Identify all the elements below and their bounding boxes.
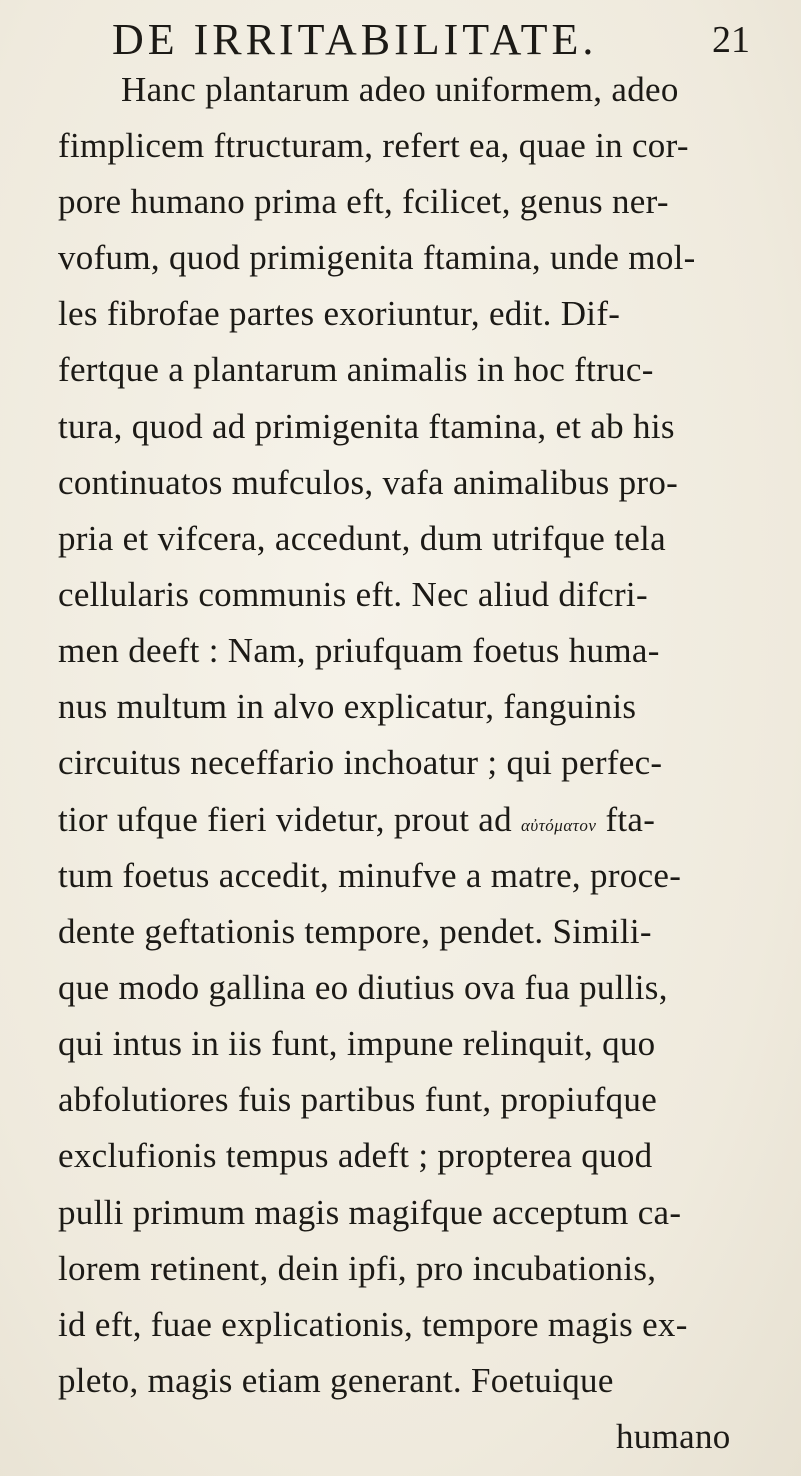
page-number: 21 — [712, 19, 750, 61]
text-line: men deeft : Nam, priufquam foetus huma- — [58, 631, 660, 670]
text-line: circuitus neceffario inchoatur ; qui perfec- — [58, 743, 663, 782]
text-line: Hanc plantarum adeo uniformem, adeo — [121, 70, 679, 109]
text-line: continuatos mufculos, vafa animalibus pro- — [58, 463, 679, 502]
text-line: pleto, magis etiam generant. Foetuique — [58, 1361, 614, 1400]
text-line: lorem retinent, dein ipfi, pro incubationis, — [58, 1249, 657, 1288]
text-line: fertque a plantarum animalis in hoc ftruc- — [58, 350, 654, 389]
text-line: id eft, fuae explicationis, tempore magis ex- — [58, 1305, 688, 1344]
text-segment: fta- — [596, 800, 656, 839]
text-line: pulli primum magis magifque acceptum ca- — [58, 1193, 682, 1232]
text-line: pria et vifcera, accedunt, dum utrifque tela — [58, 519, 666, 558]
text-line — [58, 800, 655, 840]
text-segment: tior ufque fieri videtur, prout ad — [58, 800, 521, 839]
text-line: fimplicem ftructuram, refert ea, quae in cor- — [58, 126, 689, 165]
text-line: dente geftationis tempore, pendet. Simili- — [58, 912, 652, 951]
text-line: qui intus in iis funt, impune relinquit, quo — [58, 1024, 656, 1063]
text-line: tura, quod ad primigenita ftamina, et ab his — [58, 407, 675, 446]
text-line: que modo gallina eo diutius ova fua pullis, — [58, 968, 668, 1007]
catchword: humano — [616, 1417, 731, 1456]
text-line: abfolutiores fuis partibus funt, propiufque — [58, 1080, 658, 1119]
text-line: pore humano prima eft, fcilicet, genus ner- — [58, 182, 669, 221]
greek-word: αὐτόματον — [521, 816, 597, 835]
text-line: nus multum in alvo explicatur, fanguinis — [58, 687, 637, 726]
text-line: cellularis communis eft. Nec aliud difcri- — [58, 575, 648, 614]
text-line: exclufionis tempus adeft ; propterea quod — [58, 1136, 653, 1175]
running-title: DE IRRITABILITATE. — [112, 15, 598, 64]
text-line: vofum, quod primigenita ftamina, unde mol- — [58, 238, 696, 277]
text-line: tum foetus accedit, minufve a matre, proce- — [58, 856, 682, 895]
text-line: les fibrofae partes exoriuntur, edit. Dif- — [58, 294, 621, 333]
running-head — [0, 6, 801, 66]
